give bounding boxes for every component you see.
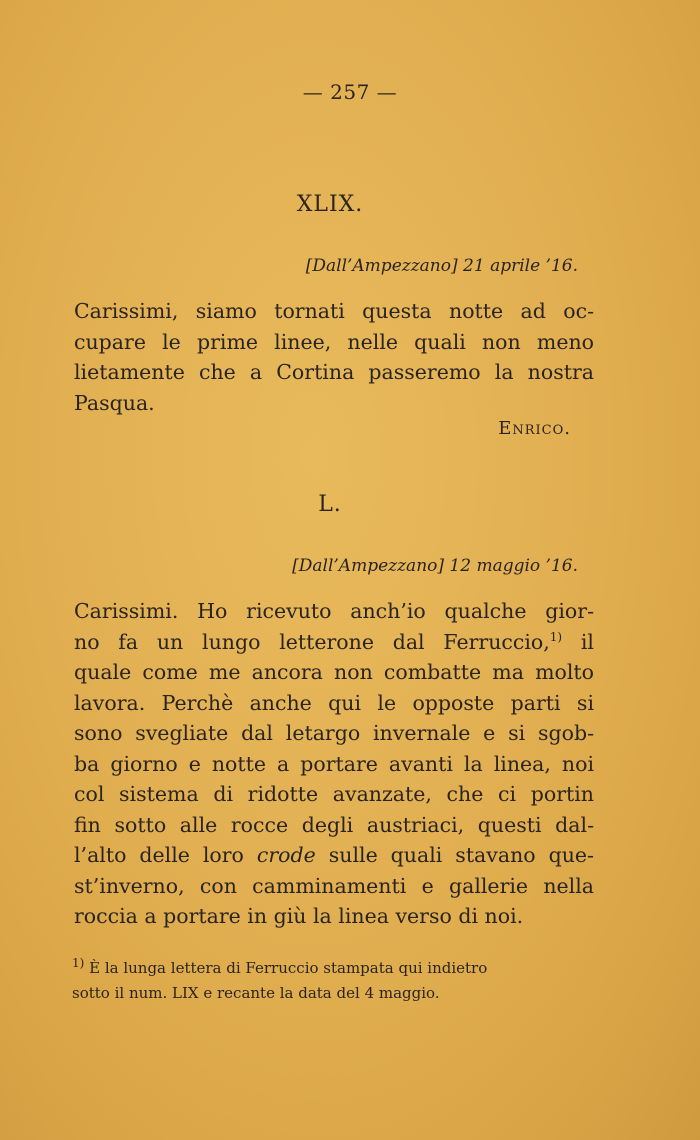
dateline-xlix <box>306 256 578 276</box>
letter-body-xlix <box>74 296 594 418</box>
text-fragment: sulle quali stavano que- <box>328 843 594 867</box>
footnote-text: È la lunga lettera di Ferruccio stampata qui indietro <box>89 959 488 977</box>
footnote-marker: 1) <box>72 956 85 970</box>
footnote-line: sotto il num. LIX e recante la data del 4 maggio. <box>72 984 440 1002</box>
text-line: st’inverno, con camminamenti e gallerie nella <box>74 873 594 898</box>
page-number: — 257 — <box>302 80 398 104</box>
dateline-date: 12 maggio ’16. <box>449 556 578 576</box>
text-line: lietamente che a Cortina passeremo la nostra <box>74 360 594 384</box>
text-fragment: l’alto delle loro <box>74 843 244 867</box>
text-line: cupare le prime linee, nelle quali non meno <box>74 329 594 354</box>
text-line: ba giorno e notte a portare avanti la linea, noi <box>74 751 594 776</box>
text-line: Carissimi, siamo tornati questa notte ad oc- <box>74 299 594 323</box>
footnote-line <box>72 956 602 981</box>
text-fragment: il <box>580 629 594 654</box>
text-line: Pasqua. <box>74 390 155 415</box>
text-line: quale come me ancora non combatte ma molto <box>74 660 594 684</box>
text-line: Carissimi. Ho ricevuto anch’io qualche gior- <box>74 599 594 623</box>
text-line: col sistema di ridotte avanzate, che ci portin <box>74 782 594 806</box>
dateline-date: 21 aprile ’16. <box>463 256 578 276</box>
text-fragment: no fa un lungo letterone dal Ferruccio, <box>74 629 550 654</box>
footnote-ref: 1) <box>549 629 563 644</box>
text-line-with-italic <box>74 840 594 871</box>
text-line: sono svegliate dal letargo invernale e si sgob- <box>74 721 594 745</box>
text-line-with-footnote <box>74 627 594 658</box>
dateline-place: [Dall’Ampezzano] <box>305 256 458 276</box>
text-line: roccia a portare in giù la linea verso di noi. <box>74 904 524 928</box>
footnote <box>72 956 602 1006</box>
letter-number-l: L. <box>318 492 342 517</box>
letter-number-xlix: XLIX. <box>296 192 364 217</box>
dateline-l <box>292 556 578 576</box>
signature-enrico: Enrico. <box>498 418 571 439</box>
italic-word: crode <box>256 843 316 867</box>
dateline-place: [Dall’Ampezzano] <box>292 556 445 576</box>
text-line: fin sotto alle rocce degli austriaci, questi dal- <box>74 812 594 837</box>
letter-body-l <box>74 596 594 932</box>
text-line: lavora. Perchè anche qui le opposte parti si <box>74 690 594 715</box>
